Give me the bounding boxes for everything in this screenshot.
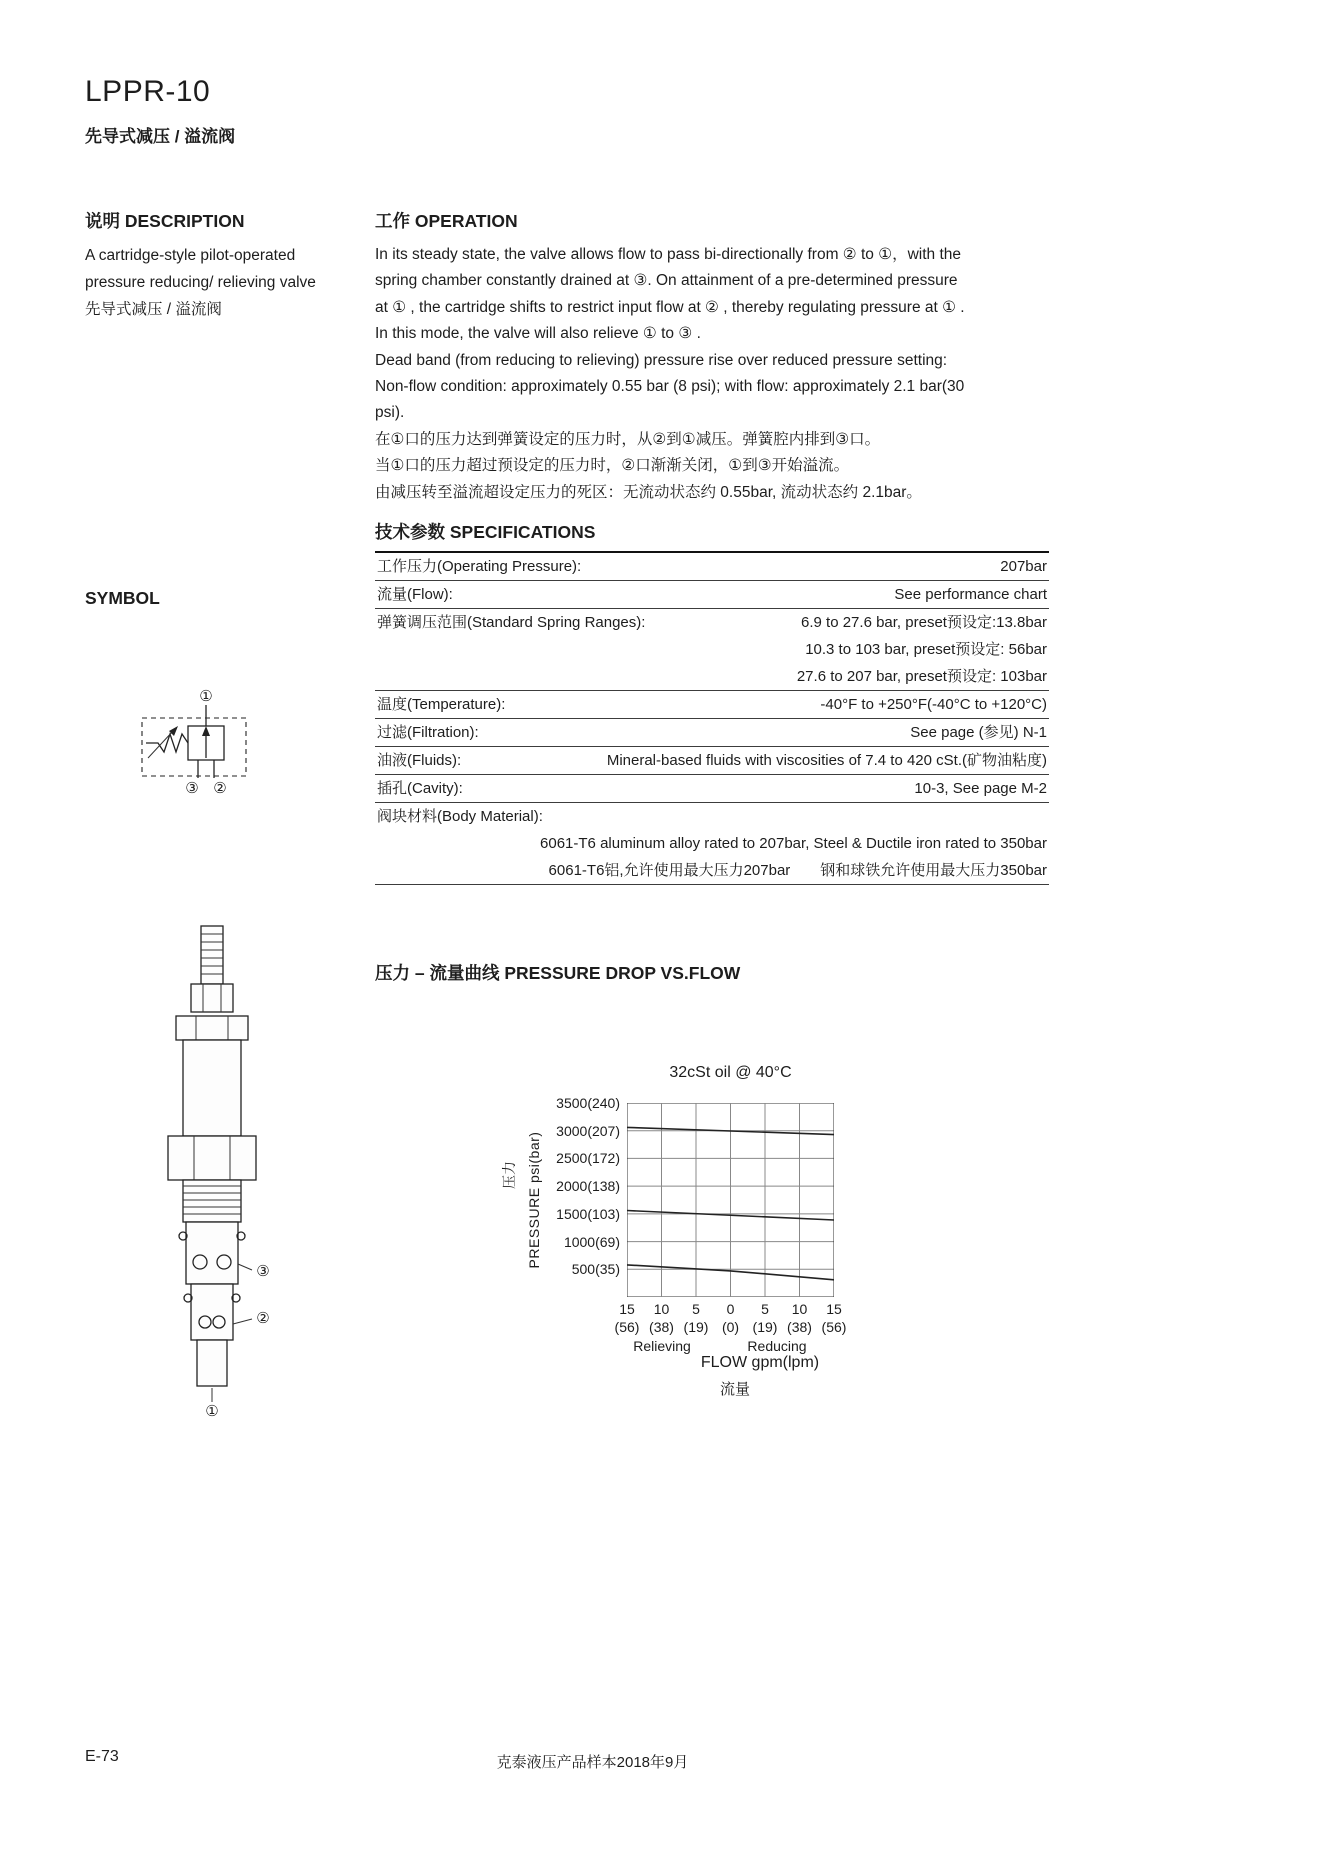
footer-catalog-text: 克泰液压产品样本2018年9月 [496, 1754, 689, 1771]
x-tick-label-gpm: 5 [692, 1301, 700, 1317]
symbol-port-2-label: ② [213, 779, 227, 797]
symbol-spring [146, 734, 188, 752]
operation-line: 当①口的压力超过预设定的压力时，②口渐渐关闭，①到③开始溢流。 [375, 457, 850, 475]
x-tick-label-lpm: (56) [821, 1319, 847, 1335]
spec-value-line: 6.9 to 27.6 bar, preset预设定:13.8bar [801, 614, 1047, 631]
x-tick-label-lpm: (56) [614, 1319, 640, 1335]
chart-reducing-label: Reducing [747, 1338, 807, 1354]
description-heading: 说明 DESCRIPTION [85, 211, 245, 231]
symbol-adjust-arrow [148, 730, 174, 758]
operation-line: Non-flow condition: approximately 0.55 bar (8 psi); with flow: approximately 2.1 bar(30 [375, 378, 965, 396]
x-tick-label-lpm: (19) [752, 1319, 778, 1335]
valve-adjust-hex [191, 984, 233, 1012]
spec-value: See performance chart [894, 586, 1047, 603]
spec-label: 过滤(Filtration): [377, 724, 479, 741]
specifications-heading: 技术参数 SPECIFICATIONS [375, 519, 1049, 553]
spec-row-spring-ranges [375, 609, 1049, 691]
valve-spring-housing [183, 1040, 241, 1136]
y-tick-label: 2000(138) [556, 1178, 620, 1195]
chart-relieving-label: Relieving [633, 1338, 691, 1354]
x-tick-label-lpm: (38) [787, 1319, 812, 1335]
pressure-flow-chart [627, 1103, 834, 1297]
y-tick-label: 1000(69) [563, 1233, 620, 1250]
page-title: LPPR-10 [85, 75, 211, 108]
description-line: 先导式减压 / 溢流阀 [85, 301, 222, 318]
x-tick-label-gpm: 15 [619, 1301, 635, 1317]
chart-ylabel-zh: 压力 [501, 1161, 517, 1189]
spec-label: 插孔(Cavity): [377, 780, 463, 797]
y-tick-label: 3000(207) [556, 1122, 620, 1139]
x-tick-label-gpm: 10 [653, 1301, 670, 1317]
spec-row-flow [375, 581, 1049, 609]
port-2-leader [233, 1319, 252, 1324]
chart-x-axis-ticks-lpm [614, 1319, 847, 1337]
operation-line: spring chamber constantly drained at ③. On attainment of a pre-determined pressure [375, 272, 958, 290]
description-line: A cartridge-style pilot-operated [85, 247, 296, 264]
chart-ylabel: PRESSURE psi(bar) [526, 1131, 542, 1269]
symbol-port-1-label: ① [199, 688, 213, 705]
symbol-heading: SYMBOL [85, 588, 160, 608]
page-subtitle: 先导式减压 / 溢流阀 [85, 127, 236, 146]
chart-xlabel-zh: 流量 [719, 1381, 750, 1398]
symbol-flow-arrowhead [202, 726, 210, 736]
y-tick-label: 500(35) [571, 1261, 620, 1278]
y-tick-label: 3500(240) [556, 1095, 620, 1111]
valve-adjust-stem [201, 926, 223, 984]
x-tick-label-gpm: 5 [761, 1301, 769, 1317]
spec-value-line: 6061-T6铝,允许使用最大压力207bar 钢和球铁允许使用最大压力350bar [548, 862, 1047, 879]
specifications-table [375, 519, 1049, 885]
spec-row-cavity [375, 775, 1049, 803]
y-tick-label: 2500(172) [556, 1150, 620, 1167]
y-tick-label: 1500(103) [556, 1205, 620, 1222]
operation-line: 在①口的压力达到弹簧设定的压力时，从②到①减压。弹簧腔内排到③口。 [375, 430, 881, 448]
spec-row-operating-pressure [375, 553, 1049, 581]
spec-row-body-material [375, 803, 1049, 885]
valve-cartridge-upper [179, 1222, 245, 1284]
spec-value-list [797, 609, 1047, 690]
x-tick-label-lpm: (0) [721, 1319, 740, 1335]
spec-row-temperature [375, 691, 1049, 719]
valve-cartridge-lower [184, 1284, 240, 1386]
x-tick-label-lpm: (19) [683, 1319, 709, 1335]
description-section [85, 208, 363, 323]
chart-title: 32cSt oil @ 40°C [669, 1064, 792, 1081]
symbol-port-3-label: ③ [185, 779, 199, 797]
spec-value-list [377, 830, 1047, 884]
spec-label: 工作压力(Operating Pressure): [377, 558, 582, 575]
spec-label: 油液(Fluids): [377, 752, 462, 769]
operation-line: at ① , the cartridge shifts to restrict input flow at ② , thereby regulating pressure at ① . [375, 298, 965, 316]
spec-label: 温度(Temperature): [377, 696, 506, 713]
spec-value-line: 10.3 to 103 bar, preset预设定: 56bar [805, 641, 1047, 658]
operation-line: psi). [375, 404, 405, 422]
spec-value: 207bar [1000, 558, 1047, 575]
spec-label: 流量(Flow): [377, 586, 453, 603]
spec-row-filtration [375, 719, 1049, 747]
description-line: pressure reducing/ relieving valve [85, 274, 316, 291]
port-2-label: ② [256, 1309, 270, 1327]
operation-line: In this mode, the valve will also relieve ① to ③ . [375, 325, 701, 343]
x-tick-label-gpm: 10 [791, 1301, 808, 1317]
chart-y-axis-ticks [540, 1095, 620, 1303]
operation-section [375, 208, 1055, 506]
port-1-label: ① [205, 1402, 219, 1420]
spec-value: See page (参见) N-1 [910, 724, 1047, 741]
chart-section-heading: 压力 – 流量曲线 PRESSURE DROP VS.FLOW [375, 963, 741, 983]
valve-thread-section [183, 1180, 241, 1222]
page-number: E-73 [85, 1748, 119, 1765]
spec-value: 10-3, See page M-2 [914, 780, 1047, 797]
operation-line: In its steady state, the valve allows flow to pass bi-directionally from ② to ①，with the [375, 246, 962, 263]
valve-body-hex [168, 1136, 256, 1180]
operation-heading: 工作 OPERATION [375, 211, 518, 231]
chart-x-axis-ticks-gpm [619, 1301, 842, 1319]
spec-label: 阀块材料(Body Material): [377, 808, 543, 825]
x-tick-label-gpm: 0 [726, 1301, 735, 1317]
spec-value: Mineral-based fluids with viscosities of 7.4 to 420 cSt.(矿物油粘度) [606, 752, 1047, 769]
x-tick-label-gpm: 15 [826, 1301, 842, 1317]
port-3-label: ③ [256, 1262, 270, 1280]
spec-value: -40°F to +250°F(-40°C to +120°C) [820, 696, 1047, 713]
spec-value-line: 27.6 to 207 bar, preset预设定: 103bar [796, 668, 1047, 685]
port-3-leader [238, 1264, 252, 1270]
spec-value-line: 6061-T6 aluminum alloy rated to 207bar, Steel & Ductile iron rated to 350bar [540, 835, 1047, 852]
spec-row-fluids [375, 747, 1049, 775]
chart-xlabel: FLOW gpm(lpm) [700, 1354, 820, 1371]
valve-locknut [176, 1016, 248, 1040]
cartridge-valve-drawing [152, 922, 282, 1427]
x-tick-label-lpm: (38) [649, 1319, 674, 1335]
spec-label: 弹簧调压范围(Standard Spring Ranges): [377, 614, 646, 631]
operation-line: Dead band (from reducing to relieving) pressure rise over reduced pressure setting: [375, 351, 948, 369]
hydraulic-symbol-diagram [118, 688, 278, 803]
operation-line: 由减压转至溢流超设定压力的死区：无流动状态约 0.55bar, 流动状态约 2.1bar。 [375, 483, 922, 501]
